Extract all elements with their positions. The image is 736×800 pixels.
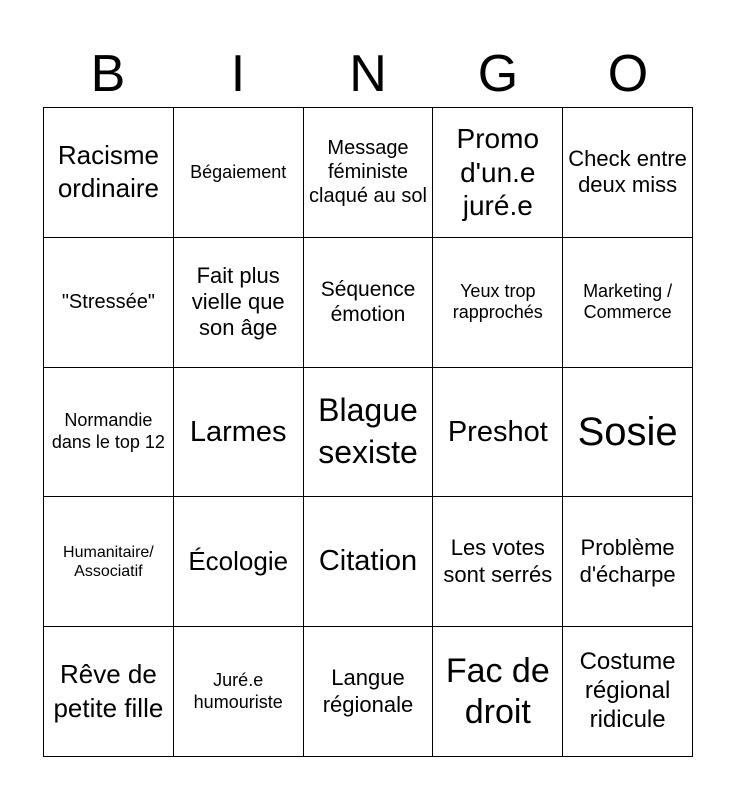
header-letter-g: G (477, 45, 519, 103)
bingo-cell[interactable]: Humanitaire/ Associatif (44, 497, 174, 627)
bingo-cell[interactable]: Juré.e humouriste (174, 627, 304, 757)
bingo-cell[interactable]: Message féministe claqué au sol (304, 108, 434, 238)
bingo-cell[interactable]: Check entre deux miss (563, 108, 693, 238)
bingo-cell[interactable]: Normandie dans le top 12 (44, 368, 174, 498)
bingo-cell[interactable]: Problème d'écharpe (563, 497, 693, 627)
bingo-cell[interactable]: Costume régional ridicule (563, 627, 693, 757)
header-letter-b: B (90, 45, 126, 103)
bingo-cell[interactable]: Promo d'un.e juré.e (433, 108, 563, 238)
bingo-cell[interactable]: Les votes sont serrés (433, 497, 563, 627)
bingo-cell[interactable]: Rêve de petite fille (44, 627, 174, 757)
bingo-cell[interactable]: "Stressée" (44, 238, 174, 368)
header-letter-o: O (607, 45, 649, 103)
bingo-cell[interactable]: Yeux trop rapprochés (433, 238, 563, 368)
bingo-cell[interactable]: Langue régionale (304, 627, 434, 757)
bingo-cell[interactable]: Bégaiement (174, 108, 304, 238)
bingo-cell[interactable]: Blague sexiste (304, 368, 434, 498)
bingo-cell[interactable]: Citation (304, 497, 434, 627)
bingo-cell[interactable]: Preshot (433, 368, 563, 498)
bingo-cell[interactable]: Sosie (563, 368, 693, 498)
bingo-cell[interactable]: Écologie (174, 497, 304, 627)
bingo-cell[interactable]: Fac de droit (433, 627, 563, 757)
bingo-grid (43, 107, 693, 757)
bingo-cell[interactable]: Larmes (174, 368, 304, 498)
bingo-cell[interactable]: Séquence émotion (304, 238, 434, 368)
header-letter-n: N (349, 45, 387, 103)
header-letter-i: I (230, 45, 246, 103)
bingo-header (43, 40, 693, 108)
bingo-cell[interactable]: Fait plus vielle que son âge (174, 238, 304, 368)
bingo-cell[interactable]: Marketing / Commerce (563, 238, 693, 368)
bingo-cell[interactable]: Racisme ordinaire (44, 108, 174, 238)
